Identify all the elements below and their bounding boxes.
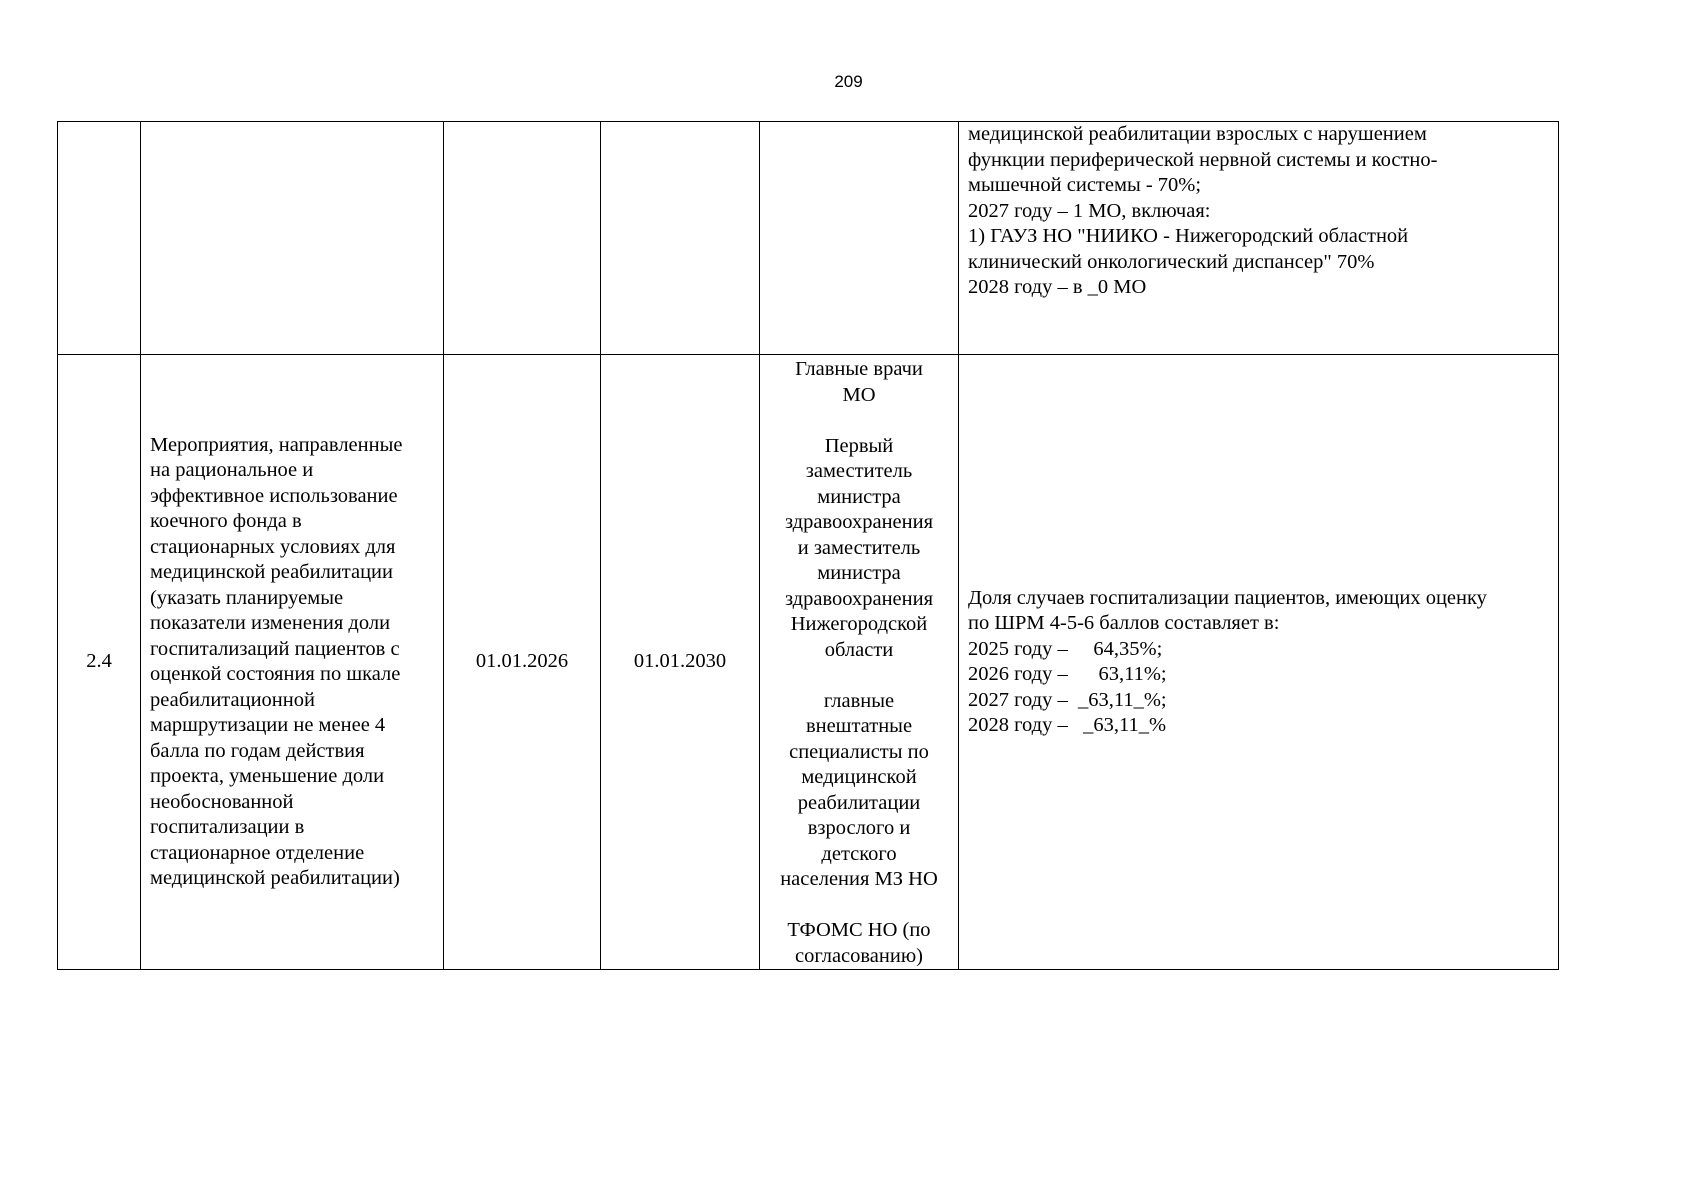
responsible-line: детского bbox=[821, 842, 897, 865]
responsible-line: и заместитель bbox=[797, 536, 921, 559]
responsible-line: Главные врачи bbox=[795, 358, 923, 380]
responsible-line: здравоохранения bbox=[784, 511, 934, 533]
indicator-line: 2028 году – _63,11_% bbox=[968, 714, 1167, 736]
indicator-line: 2027 году – _63,11_%; bbox=[968, 688, 1167, 711]
activity-line: медицинской реабилитации bbox=[150, 561, 393, 583]
indicator-line: функции периферической нервной системы и костно- bbox=[968, 148, 1438, 171]
activity-line: стационарных условиях для bbox=[150, 535, 396, 558]
responsible-line: медицинской bbox=[801, 766, 917, 788]
cell-activity bbox=[141, 355, 444, 970]
responsible-line: взрослого и bbox=[807, 817, 911, 839]
responsible-line: ТФОМС НО (по bbox=[787, 919, 931, 941]
indicator-line: по ШРМ 4-5-6 баллов составляет в: bbox=[968, 612, 1280, 634]
activity-line: реабилитационной bbox=[150, 688, 315, 711]
activity-line: показатели изменения доли bbox=[150, 612, 391, 634]
cell-start-date: 01.01.2026 bbox=[444, 355, 601, 970]
plan-table bbox=[57, 121, 1559, 970]
spacer bbox=[769, 408, 949, 434]
activity-line: госпитализаций пациентов с bbox=[150, 637, 400, 660]
activity-line: проекта, уменьшение доли bbox=[150, 765, 385, 787]
responsible-line: здравоохранения bbox=[784, 587, 934, 610]
responsible-line: Нижегородской bbox=[790, 613, 928, 635]
table-row-continued bbox=[58, 122, 1559, 355]
responsible-line: министра bbox=[817, 485, 901, 508]
cell-end-empty bbox=[601, 122, 760, 355]
responsible-line: Первый bbox=[824, 434, 894, 457]
cell-row-number: 2.4 bbox=[58, 355, 141, 970]
indicator-line: мышечной системы - 70%; bbox=[968, 174, 1202, 196]
responsible-line: главные bbox=[823, 689, 895, 712]
responsible-line: МО bbox=[842, 383, 876, 406]
activity-line: стационарное отделение bbox=[150, 841, 365, 864]
indicator-line: 2026 году – 63,11%; bbox=[968, 663, 1167, 685]
responsible-line: министра bbox=[817, 562, 901, 584]
cell-indicator bbox=[959, 355, 1559, 970]
activity-line: медицинской реабилитации) bbox=[150, 867, 400, 889]
activity-line: на рациональное и bbox=[150, 459, 314, 481]
activity-line: необоснованной bbox=[150, 790, 294, 813]
activity-line: эффективное использование bbox=[150, 484, 398, 507]
indicator-line: Доля случаев госпитализации пациентов, имеющих оценку bbox=[968, 586, 1487, 609]
cell-responsible-empty bbox=[760, 122, 959, 355]
cell-number-empty bbox=[58, 122, 141, 355]
cell-start-empty bbox=[444, 122, 601, 355]
cell-activity-empty bbox=[141, 122, 444, 355]
indicator-line: 2025 году – 64,35%; bbox=[968, 637, 1163, 660]
indicator-line: 2027 году – 1 МО, включая: bbox=[968, 199, 1211, 222]
activity-line: Мероприятия, направленные bbox=[150, 433, 403, 456]
responsible-line: реабилитации bbox=[797, 791, 921, 814]
table-row-2-4 bbox=[58, 355, 1559, 970]
responsible-line: населения МЗ НО bbox=[780, 868, 938, 890]
activity-line: балла по годам действия bbox=[150, 739, 365, 762]
cell-responsible bbox=[760, 355, 959, 970]
indicator-line: медицинской реабилитации взрослых с нарушением bbox=[968, 123, 1427, 145]
responsible-line: внештатные bbox=[805, 715, 913, 737]
activity-line: маршрутизации не менее 4 bbox=[150, 714, 386, 736]
activity-line: оценкой состояния по шкале bbox=[150, 663, 401, 685]
activity-line: коечного фонда в bbox=[150, 510, 302, 532]
indicator-line: 2028 году – в _0 МО bbox=[968, 276, 1147, 298]
indicator-line: 1) ГАУЗ НО "НИИКО - Нижегородский областной bbox=[968, 225, 1409, 247]
spacer bbox=[769, 893, 949, 919]
page-number: 209 bbox=[834, 72, 863, 91]
activity-line: (указать планируемые bbox=[150, 586, 344, 609]
responsible-line: заместитель bbox=[805, 460, 913, 482]
responsible-line: согласованию) bbox=[795, 944, 923, 967]
indicator-line: клинический онкологический диспансер" 70% bbox=[968, 250, 1375, 273]
responsible-line: специалисты по bbox=[789, 740, 929, 763]
cell-indicator-continued bbox=[959, 122, 1559, 355]
activity-line: госпитализации в bbox=[150, 816, 305, 838]
spacer bbox=[769, 663, 949, 689]
cell-end-date: 01.01.2030 bbox=[601, 355, 760, 970]
responsible-line: области bbox=[824, 638, 894, 661]
